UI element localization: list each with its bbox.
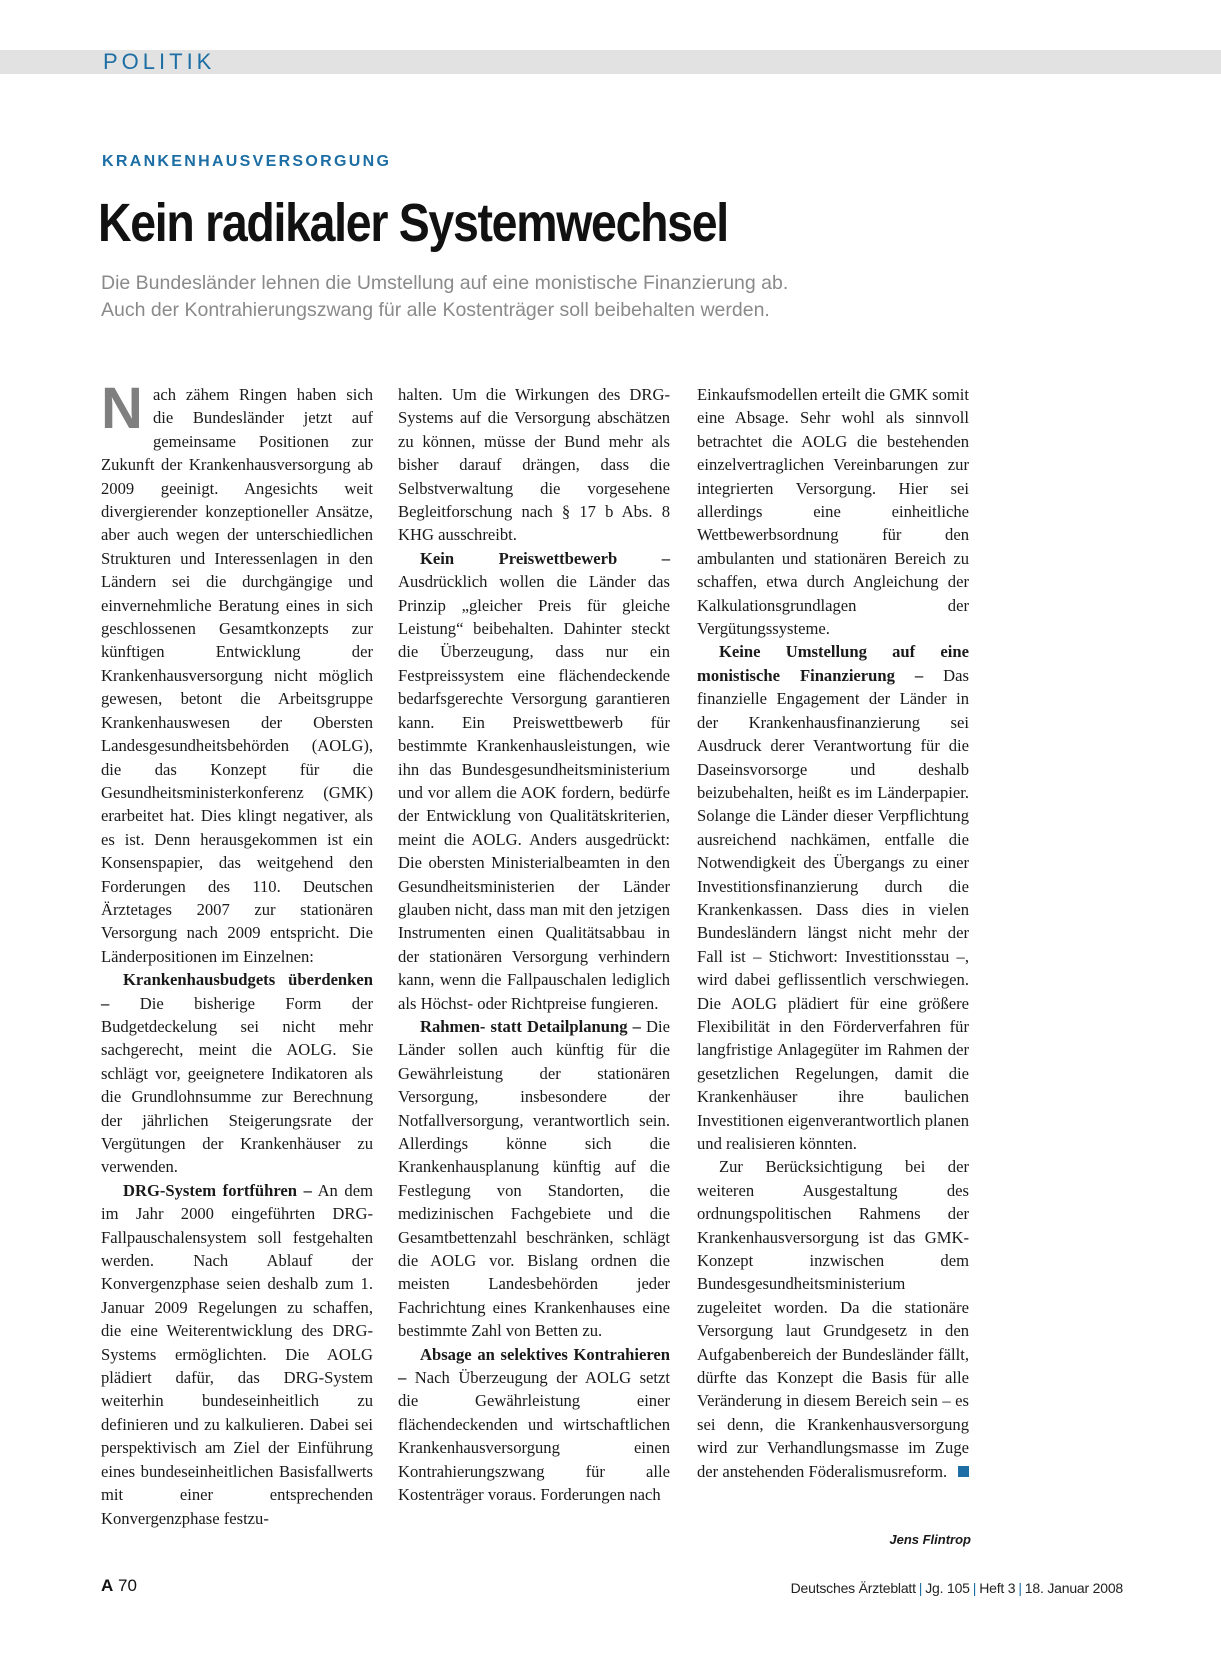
deck-line: Die Bundesländer lehnen die Umstellung auf eine monistische Finanzierung ab. <box>101 272 789 294</box>
paragraph-text: Ausdrücklich wollen die Länder das Prinzip „gleicher Preis für gleiche Leistung“ beibehalten. Dahinter steckt die Überzeugung, dass nur ein Festpreissystem eine flächendeckende bedarfsgerechte Versorgung garantieren kann. Ein Preiswettbewerb für bestimmte Krankenhausleistungen, wie ihn das Bundesgesundheitsministerium und vor allem die AOK fordern, bedürfe der Entwicklung von Qualitätskriterien, meint die AOLG. Anders ausgedrückt: Die obersten Ministerialbeamten in den Gesundheitsministerien der Länder glauben nicht, dass man mit den jetzigen Instrumenten einen Qualitätsabbau in der stationären Versorgung verhindern kann, wenn die Fallpauschalen lediglich als Höchst- oder Richtpreise fungieren. <box>398 572 670 1013</box>
journal-date: 18. Januar 2008 <box>1024 1580 1123 1596</box>
page-number <box>101 1576 137 1596</box>
paragraph-text: ach zähem Ringen haben sich die Bundesländer jetzt auf gemeinsame Positionen zur Zukunft der Krankenhausversorgung ab 2009 geeinigt. Angesichts weit divergierender konzeptioneller Ansätze, aber auch wegen der unterschiedlichen Strukturen und Interessenlagen in den Ländern sei die durchgängige und einvernehmliche Beratung eines in sich geschlossenen Gesamtkonzepts zur künftigen Entwicklung der Krankenhausversorgung nicht möglich gewesen, betont die Arbeitsgruppe Krankenhauswesen der Obersten Landesgesundheitsbehörden (AOLG), die das Konzept für die Gesundheitsministerkonferenz (GMK) erarbeitet hat. Dies klingt negativer, als es ist. Denn herausgekommen ist ein Konsenspapier, das weitgehend den Forderungen des 110. Deutschen Ärztetages 2007 zur stationären Versorgung nach 2009 entspricht. Die Länderpositionen im Einzelnen: <box>101 385 373 966</box>
end-mark-icon <box>958 1466 969 1477</box>
subheading: Rahmen- statt Detailplanung – <box>420 1016 641 1036</box>
paragraph-text: Das finanzielle Engagement der Länder in der Krankenhausfinanzierung sei Ausdruck derer Verantwortung für die Daseinsvorsorge und deshalb beizubehalten, heißt es im Länderpapier. Solange die Länder dieser Verpflichtung ausreichend nachkämen, entfalle die Notwendigkeit des Übergangs zu einer Investitionsfinanzierung durch die Krankenkassen. Dass dies in vielen Bundesländern längst nicht mehr der Fall ist – Stichwort: Investitionsstau –, wird dabei geflissentlich verschwiegen. Die AOLG plädiert für eine größere Flexibilität in den Förderverfahren für langfristige Anlagegüter im Rahmen der gesetzlichen Regelungen, damit die Krankenhäuser ihre baulichen Investitionen eigenverantwortlich planen und realisieren könnten. <box>697 665 969 1153</box>
paragraph-text: Nach Überzeugung der AOLG setzt die Gewährleistung einer flächendeckenden und wirtschaftlichen Krankenhausversorgung einen Kontrahierungszwang für alle Kostenträger voraus. Forderungen nach <box>398 1368 670 1505</box>
paragraph <box>398 1343 670 1507</box>
article-column-2 <box>398 383 670 1507</box>
paragraph-text: An dem im Jahr 2000 eingeführten DRG-Fallpauschalensystem soll festgehalten werden. Nach Ablauf der Konvergenzphase seien deshalb zum 1. Januar 2009 Regelungen zu schaffen, die eine Weiterentwicklung des DRG-Systems ermöglichten. Die AOLG plädiert dafür, das DRG-System weiterhin bundeseinheitlich zu definieren und zu kalkulieren. Dabei sei perspektivisch am Ziel der Einführung eines bundeseinheitlichen Basisfallwerts mit einer entsprechenden Konvergenzphase festzu- <box>101 1180 373 1528</box>
paragraph <box>697 383 969 640</box>
paragraph <box>101 376 373 968</box>
article-kicker: KRANKENHAUSVERSORGUNG <box>102 153 392 170</box>
paragraph-text: Die Länder sollen auch künftig für die Gewährleistung der stationären Versorgung, insbesondere der Notfallversorgung, verantwortlich sein. Allerdings könne sich die Krankenhausplanung künftig auf die Festlegung von Standorten, die medizinischen Fachgebiete und die Gesamtbettenzahl beschränken, schlägt die AOLG vor. Bislang ordnen die meisten Landesbehörden jeder Fachrichtung eines Krankenhauses eine bestimmte Zahl von Betten zu. <box>398 1016 670 1341</box>
paragraph-text: halten. Um die Wirkungen des DRG-Systems auf die Versorgung abschätzen zu können, müsse der Bund mehr als bisher darauf drängen, dass die Selbstverwaltung die vorgesehene Begleitforschung nach § 17 b Abs. 8 KHG ausschreibt. <box>398 385 670 545</box>
subheading: Krankenhausbudgets überdenken – <box>101 970 373 1013</box>
subheading: Kein Preiswettbewerb – <box>420 548 670 568</box>
article-title: Kein radikaler Systemwechsel <box>98 193 728 253</box>
paragraph-text: Einkaufsmodellen erteilt die GMK somit eine Absage. Sehr wohl als sinnvoll betrachtet die AOLG die bestehenden einzelvertraglichen Vereinbarungen zur integrierten Versorgung. Hier sei allerdings eine einheitliche Wettbewerbsordnung für den ambulanten und stationären Bereich zu schaffen, etwa durch Angleichung der Kalkulationsgrundlagen der Vergütungssysteme. <box>697 385 969 639</box>
footer-separator: | <box>1018 1580 1022 1596</box>
journal-footer <box>791 1580 1123 1596</box>
drop-cap: N <box>101 376 143 441</box>
subheading: Absage an selektives Kontrahieren – <box>398 1344 670 1388</box>
section-label: POLITIK <box>103 49 216 74</box>
subheading: DRG-System fortführen – <box>123 1180 312 1200</box>
article-deck <box>101 270 921 324</box>
page-prefix: A <box>101 1576 114 1595</box>
journal-volume: Jg. 105 <box>925 1580 970 1596</box>
paragraph <box>697 1155 969 1483</box>
article-column-1 <box>101 376 373 1530</box>
journal-name: Deutsches Ärzteblatt <box>790 1580 916 1596</box>
paragraph <box>697 640 969 1155</box>
paragraph <box>398 1015 670 1343</box>
paragraph-text: Die bisherige Form der Budgetdeckelung sei nicht mehr sachgerecht, meint die AOLG. Sie schlägt vor, geeignetere Indikatoren als die Grundlohnsumme zur Berechnung der jährlichen Steigerungsrate der Vergütungen der Krankenhäuser zu verwenden. <box>101 993 373 1177</box>
deck-line: Auch der Kontrahierungszwang für alle Kostenträger soll beibehalten werden. <box>101 299 770 321</box>
footer-separator: | <box>918 1580 923 1596</box>
paragraph-text: Zur Berücksichtigung bei der weiteren Ausgestaltung des ordnungspolitischen Rahmens der Krankenhausversorgung ist das GMK-Konzept inzwischen dem Bundesgesundheitsministerium zugeleitet worden. Da die stationäre Versorgung laut Grundgesetz in den Aufgabenbereich der Bundesländer fällt, dürfte das Konzept die Basis für alle Veränderung in diesem Bereich sein – es sei denn, die Krankenhausversorgung wird zur Verhandlungsmasse im Zuge der anstehenden Föderalismusreform. <box>697 1157 969 1481</box>
article-column-3 <box>697 383 969 1483</box>
page-number-value: 70 <box>118 1576 137 1595</box>
subheading: Keine Umstellung auf eine monistische Finanzierung – <box>697 642 969 685</box>
paragraph <box>101 968 373 1179</box>
paragraph <box>398 547 670 1015</box>
footer-separator: | <box>972 1580 977 1596</box>
paragraph <box>398 383 670 547</box>
journal-issue: Heft 3 <box>979 1580 1016 1596</box>
paragraph <box>101 1179 373 1530</box>
article-author: Jens Flintrop <box>889 1532 971 1547</box>
